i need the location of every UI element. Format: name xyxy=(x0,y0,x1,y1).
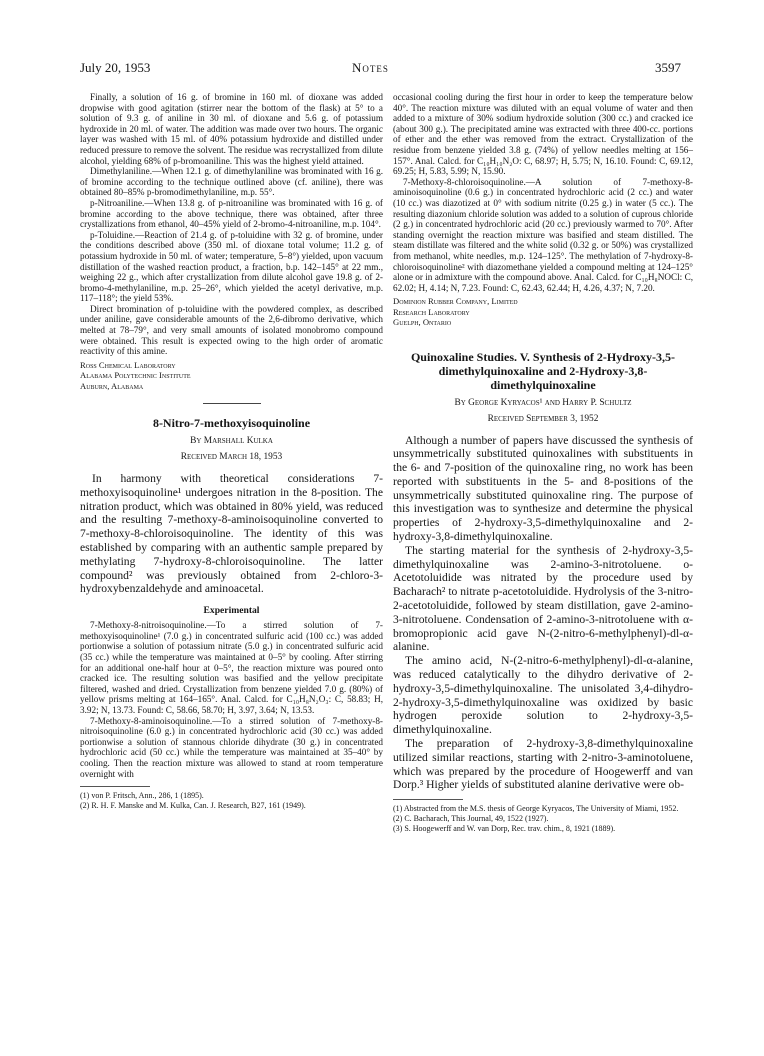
article-title: Quinoxaline Studies. V. Synthesis of 2-Hydroxy-3,5-dimethylquinoxaline and 2-Hydroxy-3,8-dimethylquinoxaline xyxy=(410,349,676,392)
right-column xyxy=(393,92,693,834)
address-line: Dominion Rubber Company, Limited xyxy=(393,296,518,307)
left-column xyxy=(80,92,383,811)
previous-article-end xyxy=(80,92,383,391)
paragraph: Dimethylaniline.—When 12.1 g. of dimethylaniline was brominated with 16 g. of bromine according to the technique outlined above (cf. aniline), there was obtained 80–85% p-bromodimethylaniline, m.p. 55°. xyxy=(80,166,383,198)
experimental-section xyxy=(80,620,383,779)
address-line: Auburn, Alabama xyxy=(80,380,144,391)
address-line: Research Laboratory xyxy=(393,306,470,317)
footnote: (2) R. H. F. Manske and M. Kulka, Can. J. Research, B27, 161 (1949). xyxy=(80,801,306,811)
paragraph: Finally, a solution of 16 g. of bromine in 160 ml. of dioxane was added dropwise with good agitation (stirrer near the bottom of the flask) at 5° to a solution of 9.3 g. of aniline in 30 ml. of dioxane and 5.6 g. of potassium hydroxide in 20 ml. of water. The addition was made over two hours. The organic layer was washed with 15 ml. of 40% potassium hydroxide and distilled under reduced pressure to remove the solvent. The residue was recrystallized from dilute alcohol, yielding 68% of p-bromoaniline. This was the highest yield attained. xyxy=(80,92,383,166)
article-body xyxy=(393,434,693,793)
paragraph: The preparation of 2-hydroxy-3,8-dimethylquinoxaline utilized similar reactions, starting with 2-nitro-3-aminotoluene, which was prepared by the procedure of Hoogewerff and van Dorp.³ Higher yields of substituted alanine derivative were ob- xyxy=(393,737,693,792)
paragraph: 7-Methoxy-8-chloroisoquinoline.—A solution of 7-methoxy-8-aminoisoquinoline (0.6 g.) in concentrated hydrochloric acid (2 cc.) and water (10 cc.) was diazotized at 0° with sodium nitrite (0.25 g.) in water (5 cc.). The resulting diazonium chloride solution was added to a solution of cuprous chloride (2 g.) in concentrated hydrochloric acid (20 cc.) previously warmed to 70°. After standing overnight the reaction mixture was basified and steam distilled. The steam distillate was filtered and the white solid (0.32 g. or 50%) was crystallized from methanol, white needles, m.p. 124–125°. The methylation of 7-hydroxy-8-chloroisoquinoline² with diazomethane yielded a compound melting at 124–125° alone or in admixture with the compound above. Anal. Calcd. for C₁₀H₈NOCl: C, 62.02; H, 4.14; N, 7.23. Found: C, 62.43, 62.44; H, 4.26, 4.37; N, 7.20. xyxy=(393,176,693,293)
address-line: Alabama Polytechnic Institute xyxy=(80,370,191,381)
paragraph: The starting material for the synthesis of 2-hydroxy-3,5-dimethylquinoxaline was 2-amino-3-nitrotoluene. o-Acetotoluidide was nitrated by the procedure used by Bacharach² to nitrate p-acetotoluidide. Hydrolysis of the 3-nitro-2-acetotoluidide, followed by steam distillation, gave 2-amino-3-nitrotoluene. Condensation of 2-amino-3-nitrotoluene with α-bromopropionic acid gave N-(2-nitro-6-methylphenyl)-dl-α-alanine. xyxy=(393,543,693,654)
article-byline: By George Kyryacos¹ and Harry P. Schultz xyxy=(454,397,632,408)
continued-experimental xyxy=(393,92,693,328)
paragraph: In harmony with theoretical considerations 7-methoxyisoquinoline¹ undergoes nitration in the 8-position. The nitration product, which was obtained in 80% yield, was reduced and the resulting 7-methoxy-8-aminoisoquinoline converted to 7-methoxy-8-chloroisoquinoline. The identity of this was established by comparing with an authentic sample prepared by methylating 7-hydroxy-8-chloroisoquinoline. The latter compound² was previously obtained from 2-chloro-3-hydroxybenzaldehyde and aminoacetal. xyxy=(80,472,383,596)
received-date: Received March 18, 1953 xyxy=(180,452,283,463)
paragraph: p-Toluidine.—Reaction of 21.4 g. of p-toluidine with 32 g. of bromine, under the conditions described above (350 ml. of dioxane total volume; 11.2 g. of potassium hydroxide in 50 ml. of water; temperature, 5–8°) yielded, upon vacuum distillation of the washed reaction product, a fraction, b.p. 142–145° at 22 mm., weighing 22 g., which after crystallization from dilute alcohol gave 19.8 g. of 2-bromo-4-methylaniline, m.p. 25–26°, which yielded the acetyl derivative, m.p. 117–118°; the yield 53%. xyxy=(80,229,383,304)
footnote: (3) S. Hoogewerff and W. van Dorp, Rec. trav. chim., 8, 1921 (1889). xyxy=(393,824,616,834)
paragraph: p-Nitroaniline.—When 13.8 g. of p-nitroaniline was brominated with 16 g. of bromine according to the above technique, there was obtained, after three crystallizations from ethanol, 40–45% yield of 2-bromo-4-nitroaniline, m.p. 104°. xyxy=(80,197,383,230)
paragraph: Direct bromination of p-toluidine with the powdered complex, as described under aniline, gave considerable amounts of the 2,6-dibromo derivative, which melted at 78–79°, and very small amounts of isolated monobromo compound were obtained. This result is expected owing to the high order of aromatic reactivity of this amine. xyxy=(80,303,383,357)
section-heading: Experimental xyxy=(203,605,260,617)
header-section: Notes xyxy=(352,60,389,75)
article-intro xyxy=(80,472,383,596)
paragraph: Although a number of papers have discussed the synthesis of unsymmetrically substituted quinoxalines with substituents in the 6- and 7-position of the quinoxaline ring, no work has been reported with substituents in the 5- and 8-positions of the unsymmetrically substituted quinoxaline ring. The purpose of this investigation was to synthesize and determine the physical properties of 2-hydroxy-3,5-dimethylquinoxaline and 2-hydroxy-3,8-dimethylquinoxaline. xyxy=(393,433,693,544)
footnote: (1) Abstracted from the M.S. thesis of George Kyryacos, The University of Miami, 1952. xyxy=(393,804,679,814)
article-byline: By Marshall Kulka xyxy=(190,436,273,447)
header-page-number: 3597 xyxy=(655,60,681,75)
paragraph: 7-Methoxy-8-nitroisoquinoline.—To a stirred solution of 7-methoxyisoquinoline¹ (7.0 g.) in concentrated sulfuric acid (100 cc.) was added portionwise a solution of potassium nitrate (5.0 g.) in concentrated sulfuric acid (35 cc.) while the temperature was maintained at 0–5° by cooling. After stirring for an additional one-half hour at 0–5°, the reaction mixture was poured onto cracked ice. The resulting solution was basified and the yellow precipitate filtered, washed and dried. Crystallization from benzene yielded 7.0 g. (80%) of yellow prisms melting at 164–165°. Anal. Calcd. for C₁₀H₈N₂O₃: C, 58.83; H, 3.92; N, 13.73. Found: C, 58.66, 58.70; H, 3.97, 3.64; N, 13.53. xyxy=(80,620,383,715)
paragraph: occasional cooling during the first hour in order to keep the temperature below 40°. The reaction mixture was diluted with an equal volume of water and then added to a mixture of 30% sodium hydroxide solution (300 cc.) and cracked ice (about 300 g.). The precipitated amine was extracted with three 400-cc. portions of ether and the ether was removed from the extract. Crystallization of the residue from benzene yielded 3.8 g. (74%) of yellow needles melting at 156–157°. Anal. Calcd. for C₁₀H₁₀N₂O: C, 68.97; H, 5.75; N, 16.10. Found: C, 69.12, 69.25; H, 5.83, 5.99; N, 15.90. xyxy=(393,92,693,177)
author-address xyxy=(393,296,693,327)
paragraph: The amino acid, N-(2-nitro-6-methylphenyl)-dl-α-alanine, was reduced catalytically to the dihydro derivative of 2-hydroxy-3,5-dimethylquinoxaline. The unisolated 3,4-dihydro-2-hydroxy-3,5-dimethylquinoxaline was oxidized by basic hydrogen peroxide solution to 2-hydroxy-3,5-dimethylquinoxaline. xyxy=(393,654,693,737)
received-date: Received September 3, 1952 xyxy=(487,413,599,424)
footnote: (2) C. Bacharach, This Journal, 49, 1522 (1927). xyxy=(393,814,549,824)
address-line: Ross Chemical Laboratory xyxy=(80,359,176,370)
header-date: July 20, 1953 xyxy=(80,60,151,75)
footnote-rule xyxy=(393,799,463,800)
article-title: 8-Nitro-7-methoxyisoquinoline xyxy=(152,416,311,431)
address-line: Guelph, Ontario xyxy=(393,317,452,328)
paragraph: 7-Methoxy-8-aminoisoquinoline.—To a stirred solution of 7-methoxy-8-nitroisoquinoline (6.0 g.) in concentrated hydrochloric acid (30 cc.) was added portionwise a solution of stannous chloride dihydrate (30 g.) in concentrated hydrochloric acid (50 cc.) while the temperature was maintained at 35–40° by cooling. Then the reaction mixture was allowed to stand at room temperature overnight with xyxy=(80,715,383,779)
footnote: (1) von P. Fritsch, Ann., 286, 1 (1895). xyxy=(80,791,204,801)
article-divider xyxy=(203,403,261,404)
author-address xyxy=(80,360,383,391)
footnote-rule xyxy=(80,786,150,787)
